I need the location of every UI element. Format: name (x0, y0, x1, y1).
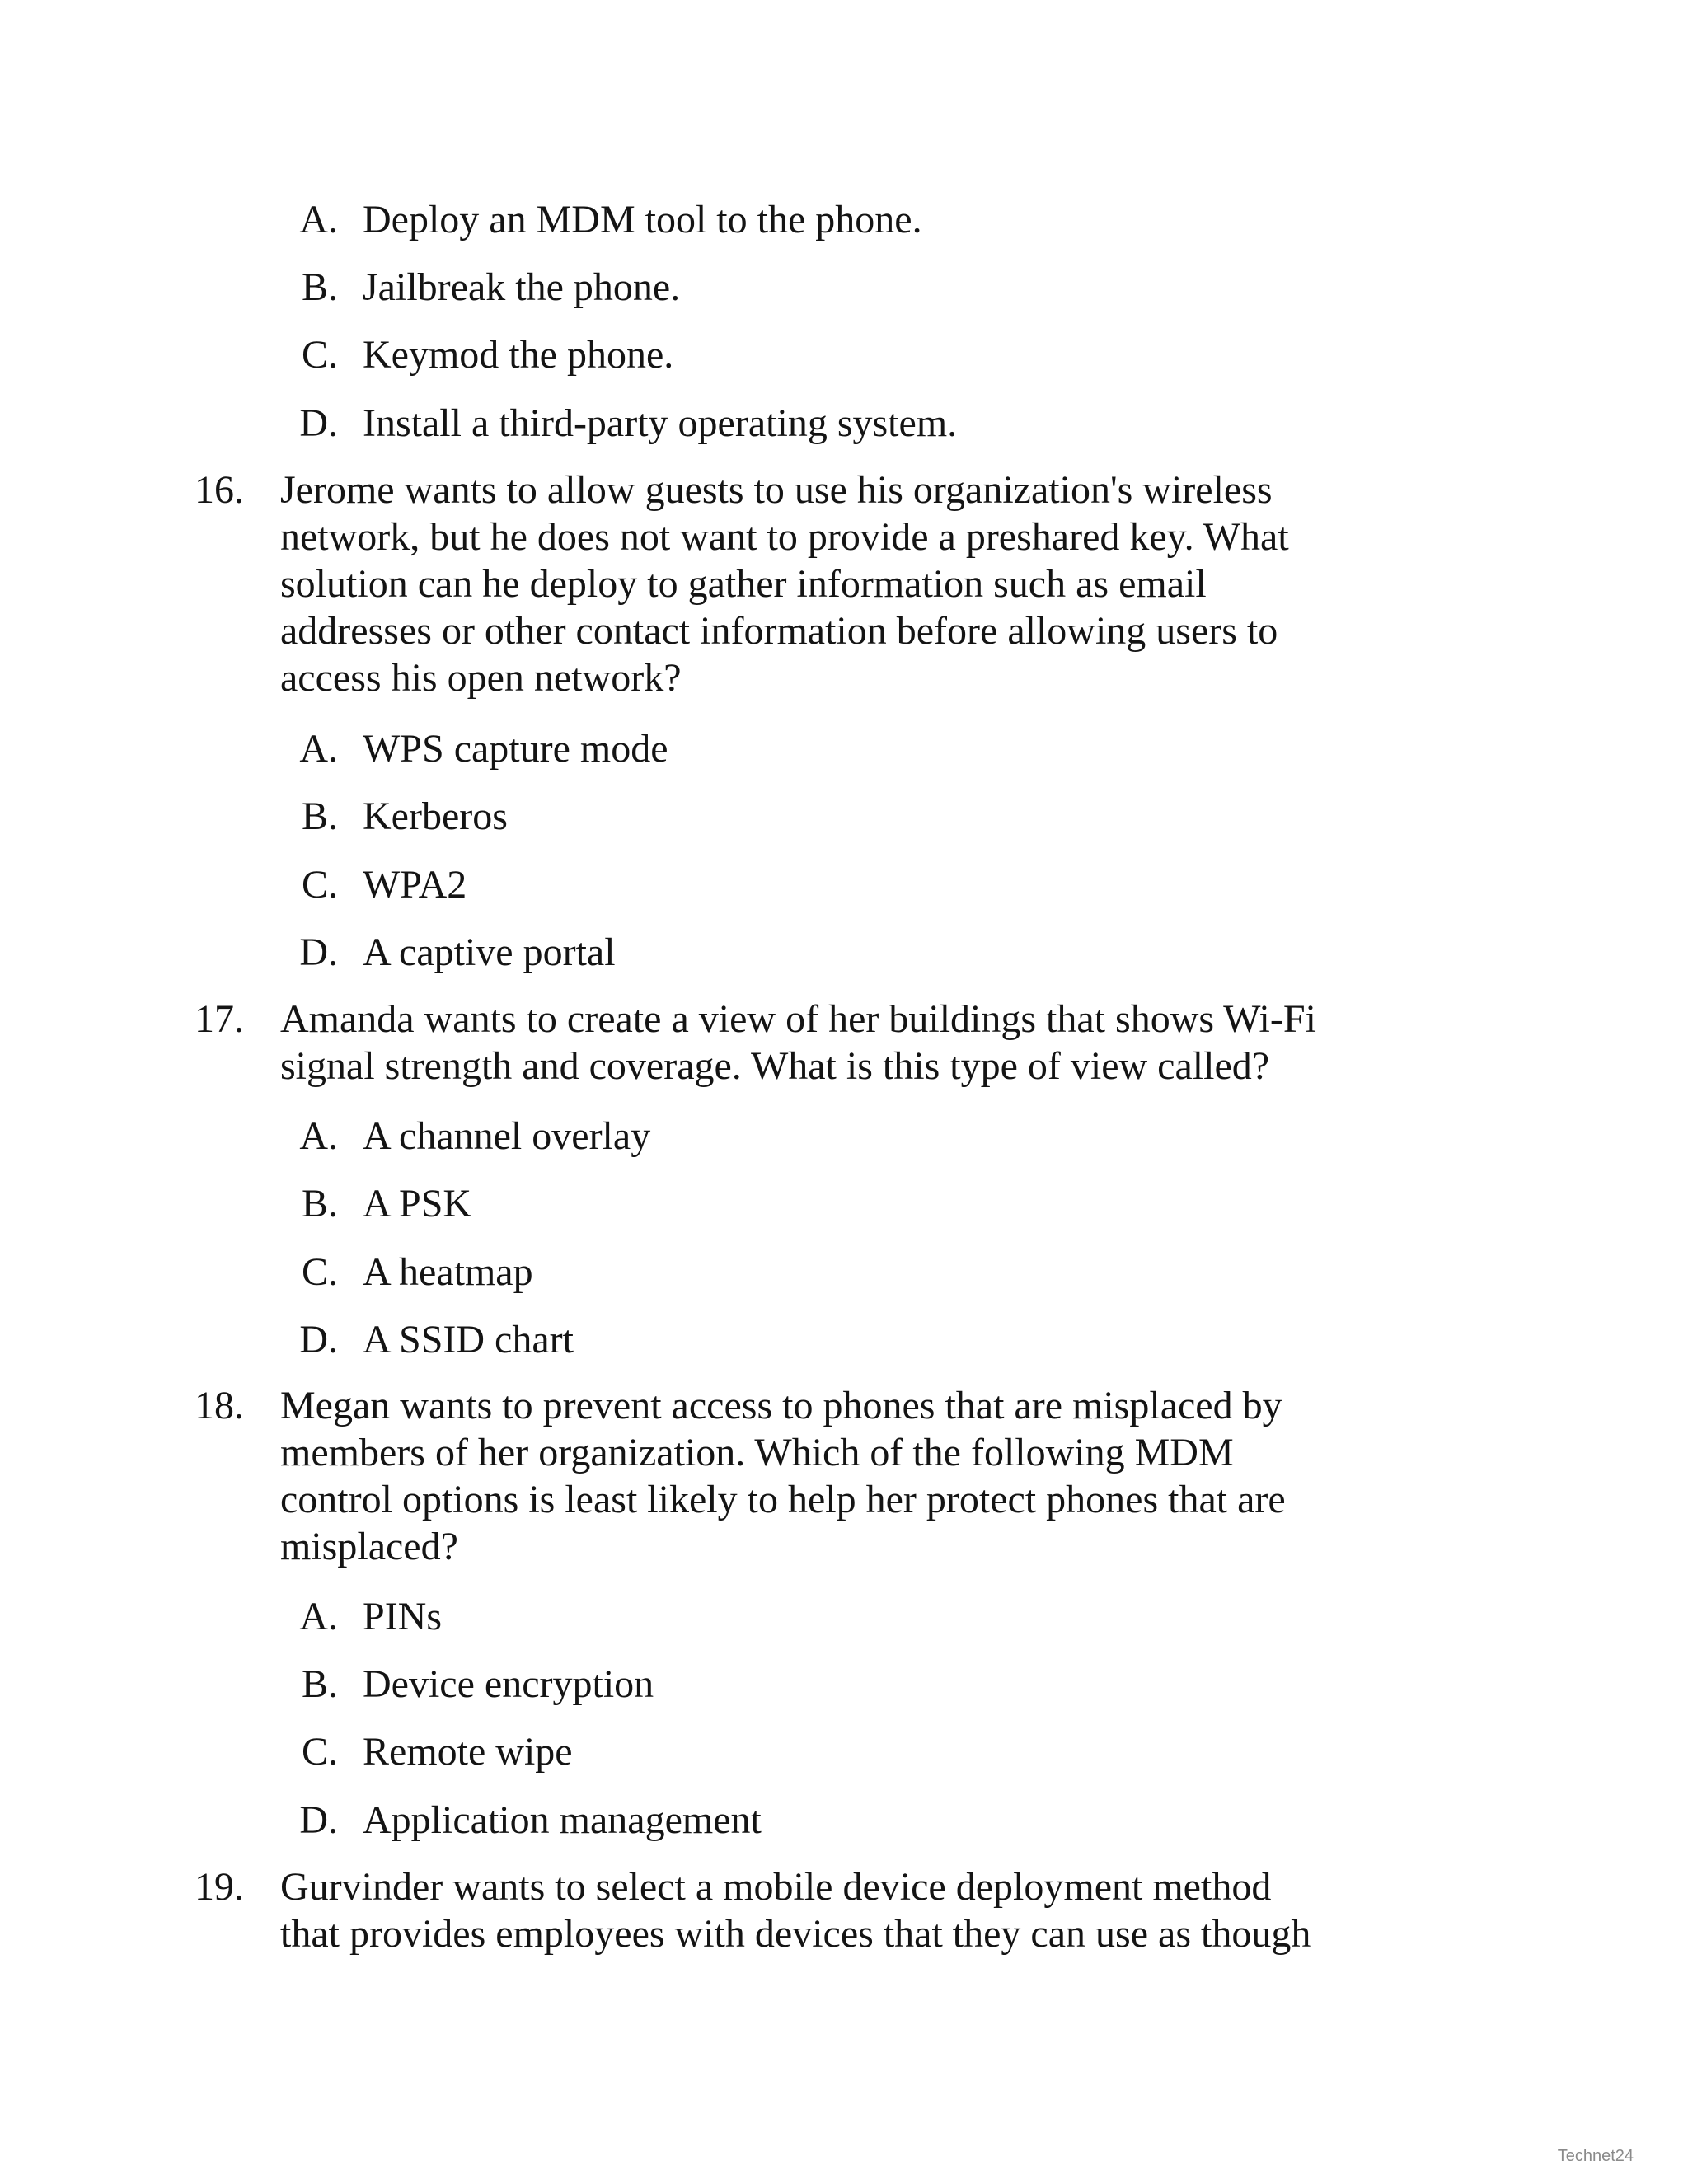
option-17-a (0, 1113, 1688, 1160)
option-text: Remote wipe (363, 1730, 573, 1774)
option-letter: C. (301, 333, 338, 377)
option-letter: D. (299, 930, 338, 974)
option-text: Kerberos (363, 794, 508, 838)
question-18-text: Megan wants to prevent access to phones that are misplaced by members of her organization. Which of the following MDM control options is least likely to help her protect phones that are misplaced? (280, 1384, 1286, 1568)
option-letter: C. (301, 1730, 338, 1774)
option-text: Install a third-party operating system. (363, 401, 958, 445)
question-16-text: Jerome wants to allow guests to use his organization's wireless network, but he does not want to provide a preshared key. What solution can he deploy to gather information such as email addresses or other contact information before allowing users to access his open network? (280, 468, 1289, 700)
option-text: Device encryption (363, 1662, 654, 1706)
option-15-a (0, 196, 1688, 243)
option-letter: A. (299, 1595, 338, 1638)
question-18-number: 18. (195, 1384, 244, 1427)
option-text: WPS capture mode (363, 727, 668, 771)
option-18-a (0, 1593, 1688, 1640)
question-16-number: 16. (195, 468, 244, 512)
option-16-b (0, 793, 1688, 840)
option-16-d (0, 929, 1688, 976)
option-16-a (0, 725, 1688, 772)
option-15-d (0, 400, 1688, 447)
option-text: A SSID chart (363, 1318, 574, 1361)
option-text: A channel overlay (363, 1114, 651, 1158)
option-text: Keymod the phone. (363, 333, 674, 377)
question-17-number: 17. (195, 997, 244, 1041)
question-17-text: Amanda wants to create a view of her buildings that shows Wi-Fi signal strength and coverage. What is this type of view called? (280, 997, 1316, 1088)
option-text: WPA2 (363, 863, 467, 907)
option-15-c (0, 331, 1688, 378)
option-letter: A. (299, 1114, 338, 1158)
question-19-text: Gurvinder wants to select a mobile device deployment method that provides employees with devices that they can use as though (280, 1865, 1311, 1956)
option-text: A PSK (363, 1182, 472, 1226)
option-letter: B. (301, 265, 338, 309)
option-17-d (0, 1316, 1688, 1363)
question-19-number: 19. (195, 1865, 244, 1909)
option-text: Jailbreak the phone. (363, 265, 681, 309)
option-letter: D. (299, 401, 338, 445)
option-letter: A. (299, 198, 338, 241)
option-letter: B. (301, 794, 338, 838)
option-16-c (0, 861, 1688, 908)
option-letter: A. (299, 727, 338, 771)
option-text: PINs (363, 1595, 443, 1638)
option-text: Deploy an MDM tool to the phone. (363, 198, 922, 241)
option-letter: B. (301, 1662, 338, 1706)
option-letter: C. (301, 863, 338, 907)
option-text: A heatmap (363, 1250, 533, 1294)
option-letter: B. (301, 1182, 338, 1226)
option-15-b (0, 264, 1688, 311)
option-17-b (0, 1180, 1688, 1227)
option-18-b (0, 1661, 1688, 1708)
option-18-d (0, 1797, 1688, 1844)
option-letter: D. (299, 1318, 338, 1361)
option-letter: D. (299, 1798, 338, 1842)
option-text: Application management (363, 1798, 762, 1842)
option-letter: C. (301, 1250, 338, 1294)
option-18-c (0, 1728, 1688, 1775)
option-text: A captive portal (363, 930, 616, 974)
option-17-c (0, 1249, 1688, 1296)
watermark: Technet24 (1557, 2147, 1634, 2165)
